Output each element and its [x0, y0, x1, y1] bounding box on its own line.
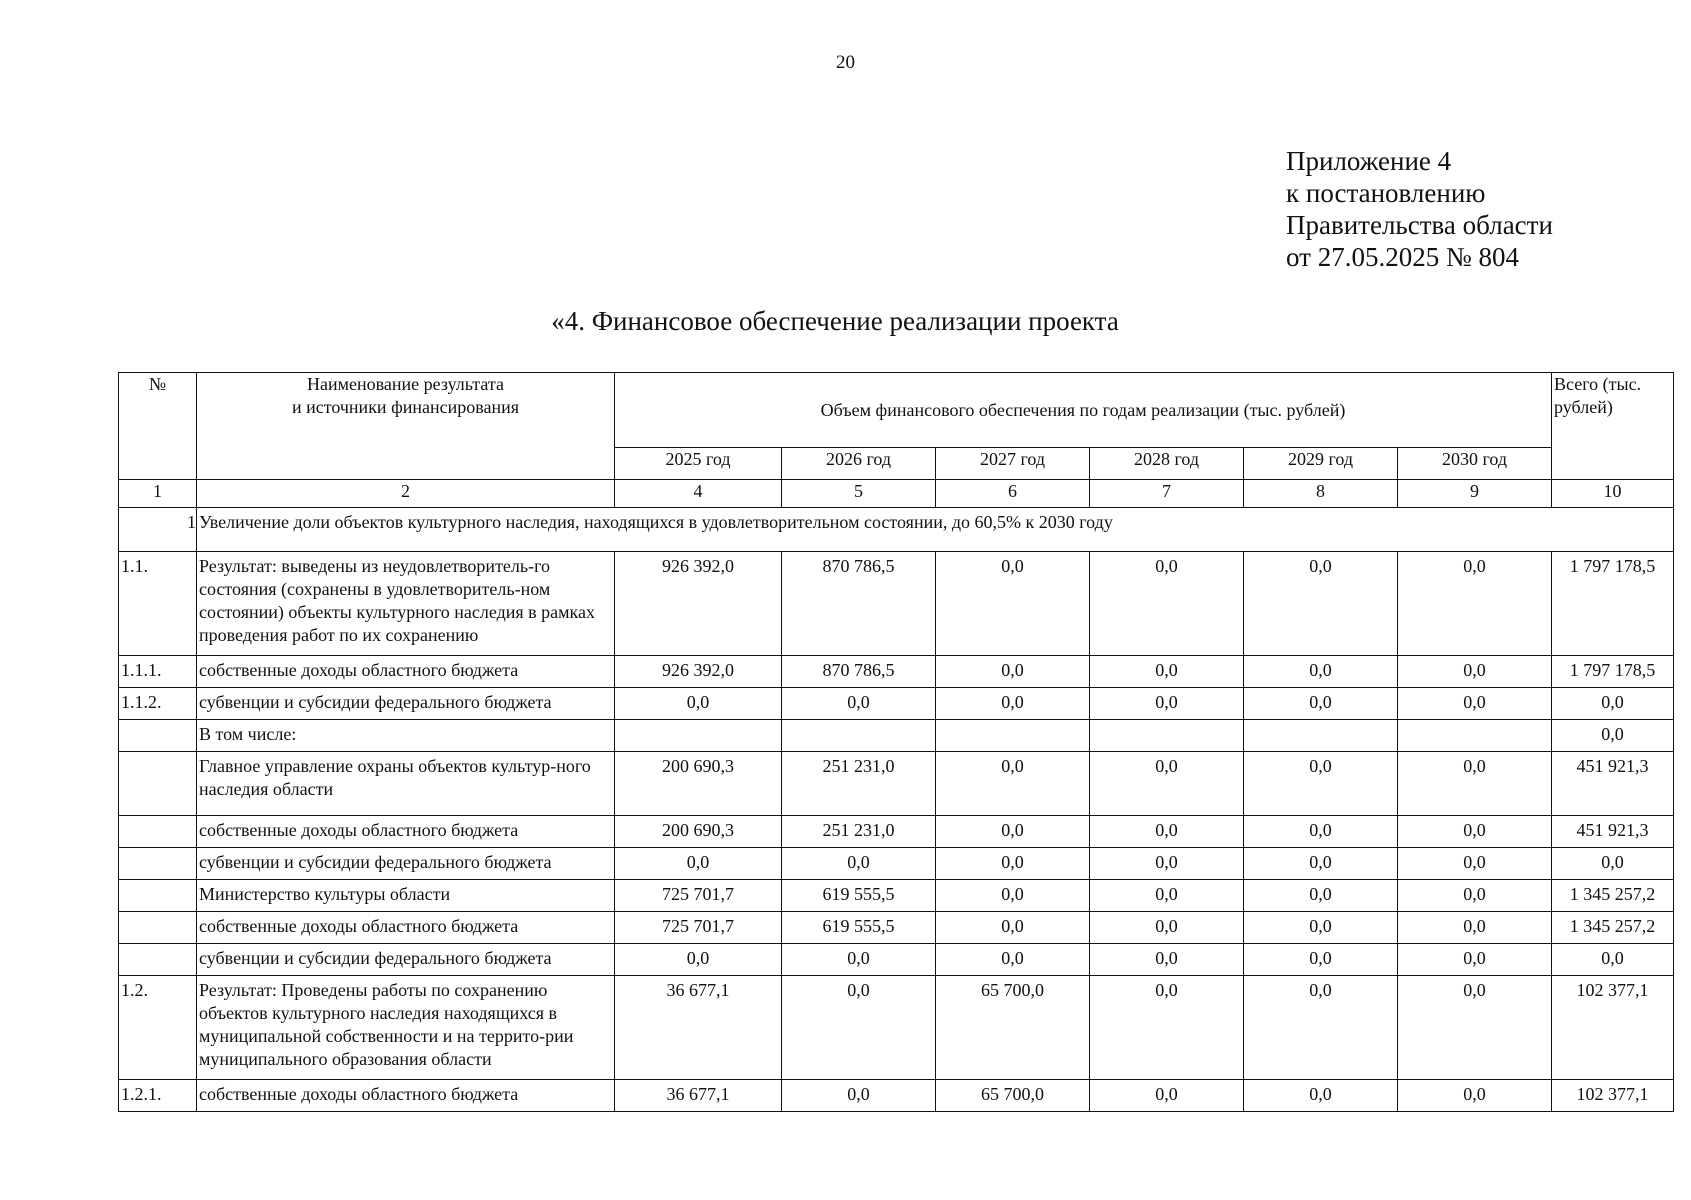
row-year-value: 0,0 — [936, 944, 1090, 976]
row-year-value: 0,0 — [936, 752, 1090, 816]
row-year-value: 0,0 — [1398, 912, 1552, 944]
header-year: 2025 год — [615, 448, 782, 480]
row-year-value: 0,0 — [1398, 1080, 1552, 1112]
header-year: 2030 год — [1398, 448, 1552, 480]
row-name: Результат: выведены из неудовлетворитель-го состояния (сохранены в удовлетворитель-ном состоянии) объекты культурного наследия в рамках проведения работ по их сохранению — [197, 552, 615, 656]
row-year-value: 0,0 — [936, 688, 1090, 720]
row-year-value: 0,0 — [1090, 976, 1244, 1080]
row-year-value: 0,0 — [615, 688, 782, 720]
row-year-value: 0,0 — [1090, 912, 1244, 944]
row-year-value: 0,0 — [1244, 752, 1398, 816]
row-year-value: 619 555,5 — [782, 880, 936, 912]
row-year-value: 0,0 — [936, 816, 1090, 848]
row-year-value: 0,0 — [1398, 944, 1552, 976]
row-year-value: 870 786,5 — [782, 552, 936, 656]
row-year-value — [1090, 720, 1244, 752]
row-year-value: 0,0 — [1398, 880, 1552, 912]
column-number: 9 — [1398, 480, 1552, 508]
row-year-value: 870 786,5 — [782, 656, 936, 688]
row-name: Министерство культуры области — [197, 880, 615, 912]
table-row — [119, 816, 1674, 848]
row-code — [119, 752, 197, 816]
financing-table — [118, 372, 1674, 1112]
row-year-value: 926 392,0 — [615, 552, 782, 656]
row-total-value: 0,0 — [1552, 848, 1674, 880]
row-year-value: 0,0 — [1244, 816, 1398, 848]
row-year-value: 0,0 — [1398, 552, 1552, 656]
row-year-value: 0,0 — [615, 848, 782, 880]
row-total-value: 451 921,3 — [1552, 816, 1674, 848]
row-year-value: 0,0 — [615, 944, 782, 976]
table-row — [119, 848, 1674, 880]
row-year-value: 0,0 — [936, 656, 1090, 688]
row-year-value: 0,0 — [1244, 656, 1398, 688]
column-number: 6 — [936, 480, 1090, 508]
header-num: № — [119, 373, 197, 480]
row-year-value: 0,0 — [782, 848, 936, 880]
goal-number: 1 — [119, 508, 197, 552]
row-year-value: 0,0 — [1244, 688, 1398, 720]
row-total-value: 102 377,1 — [1552, 976, 1674, 1080]
row-year-value: 0,0 — [1398, 976, 1552, 1080]
row-year-value: 0,0 — [1398, 656, 1552, 688]
row-year-value: 65 700,0 — [936, 976, 1090, 1080]
column-number: 2 — [197, 480, 615, 508]
row-year-value: 0,0 — [1244, 848, 1398, 880]
row-year-value: 0,0 — [1244, 880, 1398, 912]
appendix-line-1: Приложение 4 — [1286, 146, 1452, 176]
row-code: 1.2. — [119, 976, 197, 1080]
table-row — [119, 688, 1674, 720]
row-year-value: 0,0 — [1090, 880, 1244, 912]
row-year-value: 0,0 — [782, 1080, 936, 1112]
row-year-value — [615, 720, 782, 752]
table-row — [119, 1080, 1674, 1112]
row-name: субвенции и субсидии федерального бюджета — [197, 688, 615, 720]
column-number: 7 — [1090, 480, 1244, 508]
row-total-value: 0,0 — [1552, 944, 1674, 976]
row-year-value: 725 701,7 — [615, 912, 782, 944]
table-row — [119, 880, 1674, 912]
row-year-value: 200 690,3 — [615, 752, 782, 816]
column-number: 1 — [119, 480, 197, 508]
row-year-value: 0,0 — [1090, 944, 1244, 976]
row-code — [119, 880, 197, 912]
row-year-value: 200 690,3 — [615, 816, 782, 848]
row-code — [119, 944, 197, 976]
header-year: 2026 год — [782, 448, 936, 480]
row-year-value — [782, 720, 936, 752]
row-total-value: 1 345 257,2 — [1552, 912, 1674, 944]
header-volume: Объем финансового обеспечения по годам реализации (тыс. рублей) — [615, 373, 1552, 448]
row-year-value: 0,0 — [782, 976, 936, 1080]
column-number: 4 — [615, 480, 782, 508]
appendix-line-3: Правительства области — [1286, 210, 1553, 240]
header-year: 2028 год — [1090, 448, 1244, 480]
row-year-value: 0,0 — [1090, 656, 1244, 688]
row-year-value: 36 677,1 — [615, 976, 782, 1080]
row-name: Главное управление охраны объектов культур-ного наследия области — [197, 752, 615, 816]
header-year: 2027 год — [936, 448, 1090, 480]
row-year-value: 0,0 — [936, 848, 1090, 880]
row-code — [119, 912, 197, 944]
row-year-value — [1244, 720, 1398, 752]
header-year: 2029 год — [1244, 448, 1398, 480]
row-year-value: 725 701,7 — [615, 880, 782, 912]
table-body — [119, 508, 1674, 1112]
row-year-value: 0,0 — [782, 688, 936, 720]
row-total-value: 102 377,1 — [1552, 1080, 1674, 1112]
row-name: собственные доходы областного бюджета — [197, 656, 615, 688]
table-header — [119, 373, 1674, 508]
table-row — [119, 752, 1674, 816]
header-total: Всего (тыс. рублей) — [1552, 373, 1674, 480]
row-year-value: 0,0 — [1244, 944, 1398, 976]
document-title: «4. Финансовое обеспечение реализации проекта — [551, 306, 1119, 336]
row-year-value: 251 231,0 — [782, 816, 936, 848]
table-row — [119, 976, 1674, 1080]
table-row — [119, 552, 1674, 656]
row-name: собственные доходы областного бюджета — [197, 912, 615, 944]
table-row — [119, 944, 1674, 976]
row-name: В том числе: — [197, 720, 615, 752]
row-name: собственные доходы областного бюджета — [197, 1080, 615, 1112]
row-year-value: 0,0 — [1244, 912, 1398, 944]
row-name: субвенции и субсидии федерального бюджета — [197, 848, 615, 880]
row-total-value: 1 345 257,2 — [1552, 880, 1674, 912]
goal-text: Увеличение доли объектов культурного наследия, находящихся в удовлетворительном состоянии, до 60,5% к 2030 году — [197, 508, 1674, 552]
row-year-value: 0,0 — [782, 944, 936, 976]
row-year-value — [936, 720, 1090, 752]
column-number: 5 — [782, 480, 936, 508]
row-year-value: 0,0 — [1090, 688, 1244, 720]
appendix-line-4: от 27.05.2025 № 804 — [1286, 242, 1519, 272]
row-name: Результат: Проведены работы по сохранению объектов культурного наследия находящихся в муниципальной собственности и на террито-рии муниципального образования области — [197, 976, 615, 1080]
row-total-value: 451 921,3 — [1552, 752, 1674, 816]
row-year-value: 0,0 — [936, 912, 1090, 944]
appendix-line-2: к постановлению — [1286, 178, 1486, 208]
appendix-block — [1286, 145, 1553, 273]
row-year-value: 0,0 — [1244, 976, 1398, 1080]
row-year-value: 0,0 — [936, 552, 1090, 656]
row-code: 1.1. — [119, 552, 197, 656]
row-year-value: 0,0 — [1090, 752, 1244, 816]
row-year-value: 0,0 — [1398, 816, 1552, 848]
table-row — [119, 656, 1674, 688]
row-year-value: 0,0 — [1398, 752, 1552, 816]
row-year-value: 0,0 — [936, 880, 1090, 912]
table-row — [119, 720, 1674, 752]
row-year-value — [1398, 720, 1552, 752]
row-code: 1.1.1. — [119, 656, 197, 688]
page-number: 20 — [836, 52, 855, 73]
row-total-value: 0,0 — [1552, 688, 1674, 720]
row-year-value: 251 231,0 — [782, 752, 936, 816]
row-code: 1.2.1. — [119, 1080, 197, 1112]
row-code: 1.1.2. — [119, 688, 197, 720]
row-year-value: 0,0 — [1244, 1080, 1398, 1112]
header-name: Наименование результата и источники финансирования — [197, 373, 615, 480]
row-year-value: 0,0 — [1090, 552, 1244, 656]
row-code — [119, 816, 197, 848]
row-year-value: 0,0 — [1398, 848, 1552, 880]
row-year-value: 0,0 — [1090, 816, 1244, 848]
row-year-value: 0,0 — [1244, 552, 1398, 656]
row-code — [119, 848, 197, 880]
row-year-value: 0,0 — [1090, 1080, 1244, 1112]
row-year-value: 0,0 — [1090, 848, 1244, 880]
row-year-value: 65 700,0 — [936, 1080, 1090, 1112]
row-year-value: 619 555,5 — [782, 912, 936, 944]
row-name: собственные доходы областного бюджета — [197, 816, 615, 848]
table-row — [119, 912, 1674, 944]
row-code — [119, 720, 197, 752]
column-number: 8 — [1244, 480, 1398, 508]
row-total-value: 1 797 178,5 — [1552, 552, 1674, 656]
goal-row — [119, 508, 1674, 552]
row-name: субвенции и субсидии федерального бюджета — [197, 944, 615, 976]
row-total-value: 0,0 — [1552, 720, 1674, 752]
row-year-value: 36 677,1 — [615, 1080, 782, 1112]
column-number: 10 — [1552, 480, 1674, 508]
row-total-value: 1 797 178,5 — [1552, 656, 1674, 688]
row-year-value: 0,0 — [1398, 688, 1552, 720]
row-year-value: 926 392,0 — [615, 656, 782, 688]
column-numbers-row — [119, 480, 1674, 508]
